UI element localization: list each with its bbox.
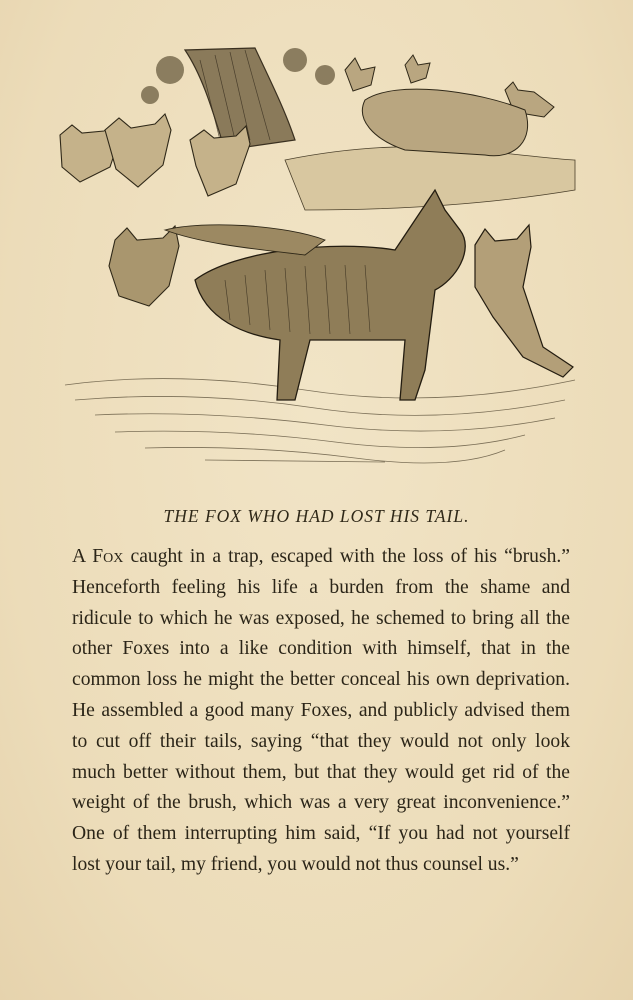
opening-words: A Fox	[72, 546, 124, 567]
illustration-caption: THE FOX WHO HAD LOST HIS TAIL.	[163, 506, 470, 526]
fable-body: caught in a trap, escaped with the loss of his “brush.” Henceforth feeling his life a burden from the shame and ridicule to which he was exposed, he schemed to bring all the other Foxes into a like condition with himself, that in the common loss he might the better conceal his own deprivation. He assembled a good many Foxes, and publicly advised them to cut off their tails, saying “that they would not only look much better without them, but that they would get rid of the weight of the brush, which was a very great inconvenience.” One of them interrupting him said, “If you had not yourself lost your tail, my friend, you would not thus counsel us.”	[72, 546, 570, 875]
fable-text	[72, 542, 570, 881]
fox-engraving-illustration	[55, 40, 580, 465]
